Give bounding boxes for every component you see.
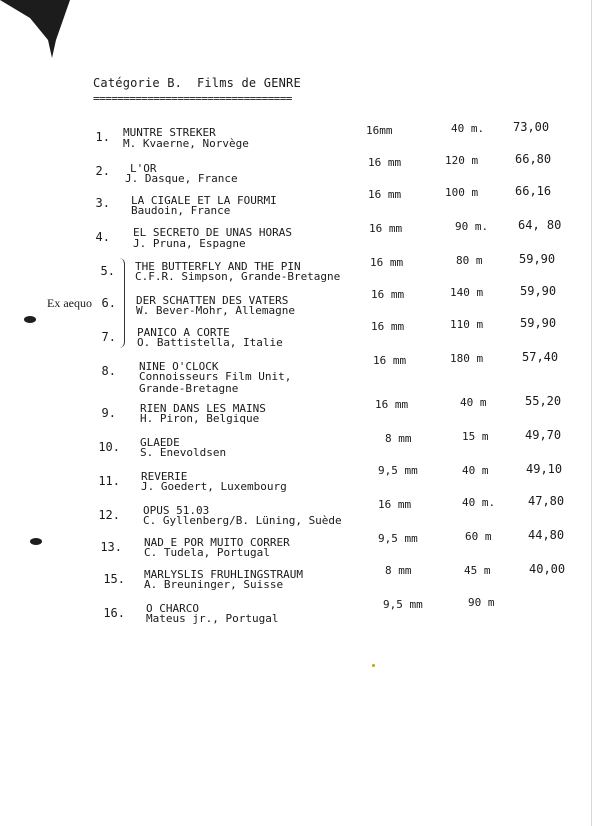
film-format: 16 mm <box>378 498 412 511</box>
film-title: O CHARCO <box>146 602 199 615</box>
film-score: 73,00 <box>513 120 550 134</box>
film-entry <box>0 596 600 638</box>
film-author: A. Breuninger, Suisse <box>144 578 284 591</box>
entry-number: 12. <box>98 508 120 522</box>
entry-number: 6. <box>101 296 116 310</box>
entry-number: 11. <box>98 474 120 488</box>
film-score: 47,80 <box>528 494 565 508</box>
film-author: J. Goedert, Luxembourg <box>141 480 287 493</box>
film-format: 16 mm <box>369 222 403 235</box>
entry-number: 3. <box>95 196 110 210</box>
film-title: RIEN DANS LES MAINS <box>140 402 266 415</box>
film-format: 16 mm <box>375 398 409 411</box>
film-title: L'OR <box>130 162 157 175</box>
entry-number: 1. <box>95 130 110 144</box>
category-heading: Catégorie B. Films de GENRE <box>93 76 301 90</box>
film-author: S. Enevoldsen <box>140 446 227 459</box>
heading-underline: ================================= <box>93 92 292 105</box>
film-score: 57,40 <box>522 350 559 364</box>
film-score: 64, 80 <box>518 218 562 232</box>
corner-shadow-mark <box>0 0 80 60</box>
film-entry <box>0 562 600 604</box>
film-entry <box>0 428 600 472</box>
film-entry <box>0 528 600 572</box>
film-length: 140 m <box>450 286 484 299</box>
film-score: 59,90 <box>520 284 557 298</box>
film-score: 59,90 <box>520 316 557 330</box>
film-author: C. Gyllenberg/B. Lüning, Suède <box>143 514 342 527</box>
film-length: 15 m <box>462 430 489 443</box>
film-format: 16mm <box>366 124 393 137</box>
film-length: 40 m. <box>451 122 485 135</box>
film-length: 45 m <box>464 564 491 577</box>
entry-number: 9. <box>101 406 116 420</box>
film-title: LA CIGALE ET LA FOURMI <box>131 194 277 207</box>
film-score: 49,70 <box>525 428 562 442</box>
ex-aequo-label: Ex aequo <box>47 296 92 310</box>
film-format: 9,5 mm <box>378 464 418 477</box>
film-score: 40,00 <box>529 562 566 576</box>
film-length: 120 m <box>445 154 479 167</box>
film-entry <box>0 184 600 228</box>
entry-number: 15. <box>103 572 125 586</box>
film-entry <box>0 394 600 438</box>
film-entry <box>0 350 600 410</box>
film-score: 49,10 <box>526 462 563 476</box>
film-length: 100 m <box>445 186 479 199</box>
film-score: 59,90 <box>519 252 556 266</box>
film-format: 16 mm <box>371 320 405 333</box>
entry-number: 13. <box>100 540 122 554</box>
film-entry <box>0 120 600 160</box>
film-format: 16 mm <box>373 354 407 367</box>
film-author: O. Battistella, Italie <box>137 336 283 349</box>
film-title: MUNTRE STREKER <box>123 126 216 139</box>
film-length: 80 m <box>456 254 483 267</box>
film-title: REVERIE <box>141 470 188 483</box>
entry-number: 4. <box>95 230 110 244</box>
film-length: 40 m. <box>462 496 496 509</box>
entry-number: 16. <box>103 606 125 620</box>
film-title: EL SECRETO DE UNAS HORAS <box>133 226 292 239</box>
film-length: 60 m <box>465 530 492 543</box>
film-title: NAD E POR MUITO CORRER <box>144 536 290 549</box>
entry-number: 10. <box>98 440 120 454</box>
film-title: OPUS 51.03 <box>143 504 210 517</box>
film-entry <box>0 152 600 194</box>
film-title: MARLYSLIS FRUHLINGSTRAUM <box>144 568 303 581</box>
film-format: 8 mm <box>385 432 412 445</box>
film-length: 110 m <box>450 318 484 331</box>
film-format: 9,5 mm <box>383 598 423 611</box>
film-format: 9,5 mm <box>378 532 418 545</box>
film-author: C. Tudela, Portugal <box>144 546 270 559</box>
film-length: 180 m <box>450 352 484 365</box>
film-title: THE BUTTERFLY AND THE PIN <box>135 260 301 273</box>
film-entry <box>0 252 600 296</box>
film-format: 16 mm <box>368 188 402 201</box>
entry-number: 2. <box>95 164 110 178</box>
film-author: Connoisseurs Film Unit, Grande-Bretagne <box>139 370 292 395</box>
film-title: GLAEDE <box>140 436 180 449</box>
film-author: J. Pruna, Espagne <box>133 237 246 250</box>
film-format: 16 mm <box>368 156 402 169</box>
film-author: H. Piron, Belgique <box>140 412 260 425</box>
film-author: W. Bever-Mohr, Allemagne <box>136 304 295 317</box>
film-length: 90 m. <box>455 220 489 233</box>
film-author: Baudoin, France <box>131 204 231 217</box>
film-author: Mateus jr., Portugal <box>146 612 279 625</box>
film-author: C.F.R. Simpson, Grande-Bretagne <box>135 270 341 283</box>
entry-number: 8. <box>101 364 116 378</box>
film-author: M. Kvaerne, Norvège <box>123 137 249 150</box>
film-length: 90 m <box>468 596 495 609</box>
film-entry <box>0 462 600 506</box>
film-format: 8 mm <box>385 564 412 577</box>
film-length: 40 m <box>460 396 487 409</box>
film-score: 55,20 <box>525 394 562 408</box>
film-title: DER SCHATTEN DES VATERS <box>136 294 289 307</box>
film-format: 16 mm <box>370 256 404 269</box>
entry-number: 7. <box>101 330 116 344</box>
film-entry <box>0 316 600 364</box>
film-author: J. Dasque, France <box>125 172 238 185</box>
film-length: 40 m <box>462 464 489 477</box>
film-format: 16 mm <box>371 288 405 301</box>
stray-mark <box>372 664 375 667</box>
film-entry <box>0 218 600 262</box>
film-score: 66,80 <box>515 152 552 166</box>
film-title: PANICO A CORTE <box>137 326 230 339</box>
film-title: NINE O'CLOCK <box>139 360 219 373</box>
film-score: 44,80 <box>528 528 565 542</box>
entry-number: 5. <box>100 264 115 278</box>
film-entry <box>0 284 600 330</box>
film-entry <box>0 494 600 540</box>
film-score: 66,16 <box>515 184 552 198</box>
